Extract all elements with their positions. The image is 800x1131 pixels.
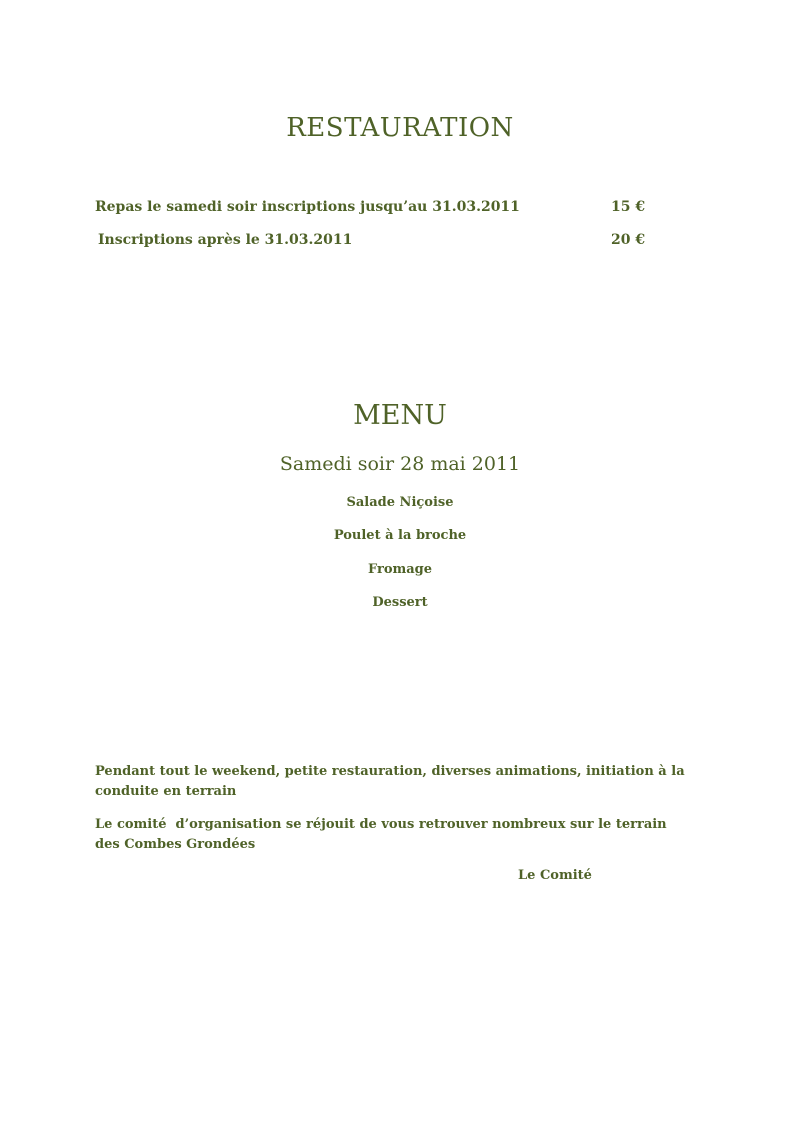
menu-item-dessert: Dessert [372, 595, 428, 610]
price-label: Inscriptions après le 31.03.2011 [98, 232, 353, 248]
price-value: 20 € [611, 232, 646, 248]
committee-message-paragraph: Le comité d’organisation se réjouit de vous retrouver nombreux sur le terrain des Combes Grondées [95, 817, 672, 852]
weekend-activities-paragraph: Pendant tout le weekend, petite restauration, diverses animations, initiation à la conduite en terrain [95, 764, 685, 799]
price-value: 15 € [611, 199, 646, 215]
price-label: Repas le samedi soir inscriptions jusqu’au 31.03.2011 [95, 199, 520, 215]
restauration-title: RESTAURATION [286, 113, 514, 143]
menu-item-main: Poulet à la broche [333, 528, 467, 543]
menu-date: Samedi soir 28 mai 2011 [279, 453, 521, 475]
menu-item-starter: Salade Niçoise [346, 495, 454, 510]
menu-item-cheese: Fromage [367, 562, 433, 577]
menu-title: MENU [353, 400, 447, 431]
signature: Le Comité [518, 868, 592, 883]
